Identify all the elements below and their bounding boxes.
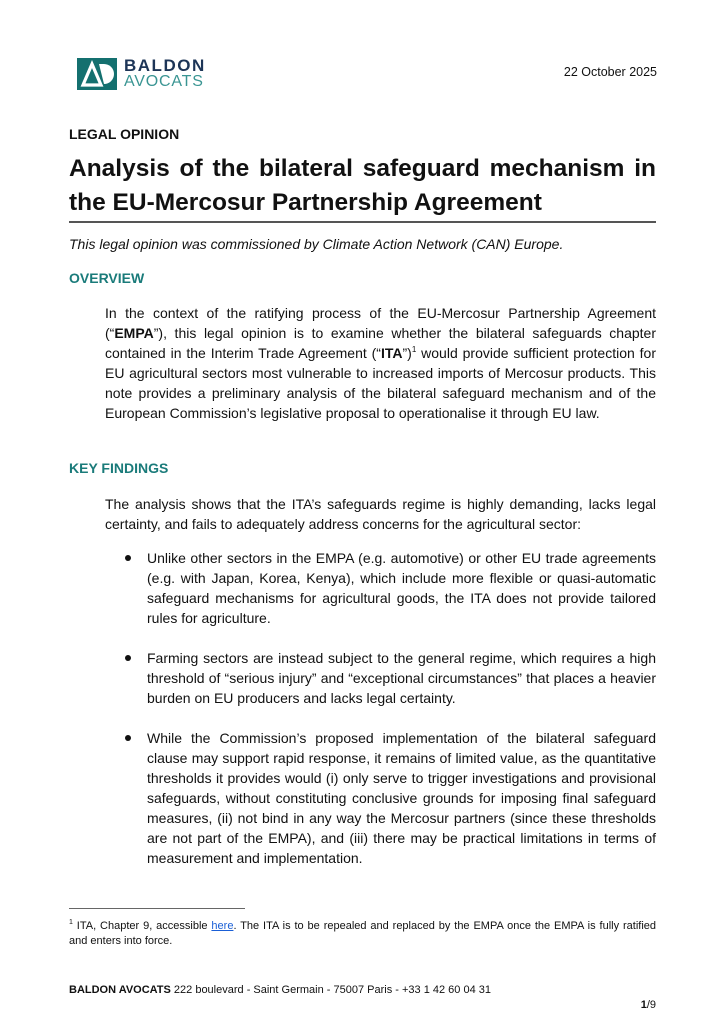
ita-term: ITA: [380, 345, 403, 361]
overview-heading: OVERVIEW: [69, 270, 145, 286]
footer-firm-name: BALDON AVOCATS: [69, 984, 171, 996]
overview-paragraph: [105, 303, 656, 423]
overview-text: ”): [402, 345, 412, 361]
overview-text: In the context of the ratifying process of the EU-Mercosur Partnership Agreement (“: [105, 305, 656, 341]
document-title: Analysis of the bilateral safeguard mechanism in the EU-Mercosur Partnership Agreement: [69, 155, 656, 216]
title-divider: [69, 221, 656, 223]
document-date: 22 October 2025: [563, 65, 657, 79]
bullet-icon: [125, 555, 131, 561]
page-total: /9: [646, 999, 656, 1011]
key-findings-list: [125, 548, 656, 888]
footer-address: 222 boulevard - Saint Germain - 75007 Paris - +33 1 42 60 04 31: [170, 984, 491, 996]
overview-text: ”), this legal opinion is to examine whether the bilateral safeguards chapter contained in the Interim Trade Agreement (“: [105, 325, 656, 361]
document-kicker: LEGAL OPINION: [69, 126, 180, 142]
finding-item: [125, 648, 656, 708]
key-findings-intro: The analysis shows that the ITA’s safeguards regime is highly demanding, lacks legal certainty, and fails to adequately address concerns for the agricultural sector:: [105, 496, 656, 532]
finding-item: [125, 548, 656, 628]
commission-note: This legal opinion was commissioned by Climate Action Network (CAN) Europe.: [69, 236, 564, 252]
footnote-number: 1: [69, 919, 73, 926]
key-findings-heading: KEY FINDINGS: [69, 460, 169, 476]
finding-text: Farming sectors are instead subject to the general regime, which requires a high threshold of “serious injury” and “exceptional circumstances” that places a heavier burden on EU producers and lacks legal certainty.: [147, 650, 656, 706]
footnote-link-here[interactable]: here: [211, 920, 234, 932]
bullet-icon: [125, 735, 131, 741]
page-footer: [69, 984, 491, 996]
footnote-divider: [69, 908, 245, 909]
empa-term: EMPA: [114, 325, 154, 341]
logo-mark-icon: [77, 58, 117, 90]
footnote-text: . The ITA is to be repealed and replaced by the EMPA once the EMPA is fully ratified and enters into force.: [69, 920, 656, 947]
page-current: 1: [640, 999, 647, 1011]
logo-line-1: BALDON: [124, 56, 206, 75]
footnote-text: ITA, Chapter 9, accessible: [72, 920, 212, 932]
finding-text: Unlike other sectors in the EMPA (e.g. automotive) or other EU trade agreements (e.g. with Japan, Korea, Kenya), which include more flexible or quasi-automatic safeguard mechanisms for agricultural goods, the ITA does not provide tailored rules for agriculture.: [147, 550, 656, 626]
logo-wordmark: [124, 57, 206, 90]
firm-logo: [77, 57, 206, 90]
bullet-icon: [125, 655, 131, 661]
page-number: [641, 999, 656, 1011]
finding-text: While the Commission’s proposed implementation of the bilateral safeguard clause may support rapid response, it remains of limited value, as the quantitative thresholds it provides would (i) only serve to trigger investigations and provisional safeguards, without constituting conclusive grounds for imposing final safeguard measures, (ii) not bind in any way the Mercosur partners (since these thresholds are not part of the EMPA), and (iii) there may be practical limitations in terms of measurement and implementation.: [147, 730, 656, 866]
footnote-ref[interactable]: 1: [411, 345, 417, 354]
footnote-1: [69, 919, 656, 949]
finding-item: [125, 728, 656, 868]
overview-text: would provide sufficient protection for EU agricultural sectors most vulnerable to increased imports of Mercosur products. This note provides a preliminary analysis of the bilateral safeguard mechanism and of the European Commission’s legislative proposal to operationalise it through EU law.: [105, 345, 656, 421]
logo-line-2: AVOCATS: [124, 73, 204, 90]
